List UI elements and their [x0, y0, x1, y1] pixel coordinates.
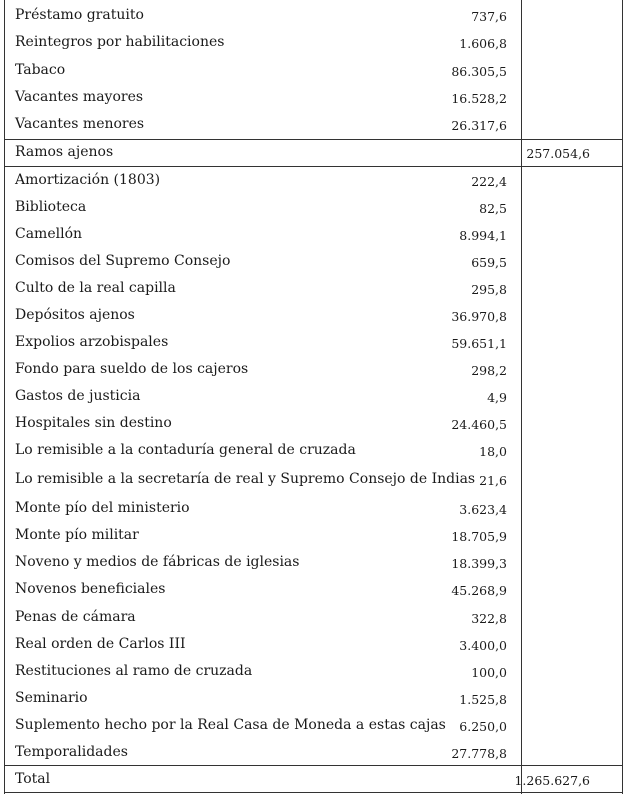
row-label: Vacantes menores — [15, 116, 145, 132]
row-value: 24.460,5 — [451, 417, 507, 432]
row-label: Monte pío del ministerio — [15, 500, 190, 516]
row-label: Tabaco — [15, 62, 66, 78]
row-value: 45.268,9 — [451, 583, 507, 598]
row-value: 59.651,1 — [451, 336, 507, 351]
row-label: Noveno y medios de fábricas de iglesias — [15, 554, 300, 570]
table-row — [5, 167, 622, 194]
table-row — [5, 194, 622, 221]
row-label: Lo remisible a la contaduría general de cruzada — [15, 442, 356, 458]
table-row — [5, 29, 622, 56]
table-row — [5, 84, 622, 111]
row-label: Real orden de Carlos III — [15, 636, 186, 652]
table-row — [5, 576, 622, 603]
row-label: Hospitales sin destino — [15, 415, 172, 431]
row-value: 3.623,4 — [459, 502, 507, 517]
table-row — [5, 712, 622, 739]
row-label: Fondo para sueldo de los cajeros — [15, 361, 249, 377]
row-label: Camellón — [15, 226, 83, 242]
table-row — [5, 302, 622, 329]
revenue-table — [4, 0, 623, 794]
row-value: 18.705,9 — [451, 529, 507, 544]
row-value: 100,0 — [471, 665, 507, 680]
row-label: Seminario — [15, 690, 88, 706]
table-row — [5, 2, 622, 29]
table-bottom-rule — [5, 792, 622, 793]
row-value: 3.400,0 — [459, 638, 507, 653]
row-label: Depósitos ajenos — [15, 307, 135, 323]
row-value: 6.250,0 — [459, 719, 507, 734]
row-label: Monte pío militar — [15, 527, 139, 543]
row-value: 322,8 — [471, 611, 507, 626]
total-label: Total — [15, 771, 51, 787]
row-label: Reintegros por habilitaciones — [15, 34, 225, 50]
table-row — [5, 604, 622, 631]
row-label: Culto de la real capilla — [15, 280, 176, 296]
row-value: 21,6 — [479, 473, 507, 488]
row-value: 16.528,2 — [451, 91, 507, 106]
table-row — [5, 329, 622, 356]
row-label: Novenos beneficiales — [15, 581, 166, 597]
row-value: 737,6 — [471, 9, 507, 24]
row-value: 1.525,8 — [459, 692, 507, 707]
row-label: Biblioteca — [15, 199, 87, 215]
table-row — [5, 437, 622, 464]
table-row — [5, 549, 622, 576]
row-value: 295,8 — [471, 282, 507, 297]
table-row — [5, 631, 622, 658]
row-value: 659,5 — [471, 255, 507, 270]
row-value: 86.305,5 — [451, 64, 507, 79]
table-row — [5, 221, 622, 248]
total-value: 1.265.627,6 — [514, 773, 590, 788]
row-label: Comisos del Supremo Consejo — [15, 253, 231, 269]
row-value: 82,5 — [479, 201, 507, 216]
table-row — [5, 356, 622, 383]
section-total: 257.054,6 — [526, 146, 590, 161]
total-row — [5, 766, 622, 793]
table-row — [5, 248, 622, 275]
row-value: 8.994,1 — [459, 228, 507, 243]
row-label: Temporalidades — [15, 744, 128, 760]
table-row — [5, 739, 622, 766]
row-value: 36.970,8 — [451, 309, 507, 324]
table-row — [5, 111, 622, 138]
table-row — [5, 410, 622, 437]
row-value: 222,4 — [471, 174, 507, 189]
table-row — [5, 57, 622, 84]
table-row — [5, 658, 622, 685]
row-value: 18,0 — [479, 444, 507, 459]
section-label: Ramos ajenos — [15, 144, 114, 160]
row-label: Préstamo gratuito — [15, 7, 144, 23]
row-value: 298,2 — [471, 363, 507, 378]
row-label: Restituciones al ramo de cruzada — [15, 663, 253, 679]
row-value: 26.317,6 — [451, 118, 507, 133]
row-label: Expolios arzobispales — [15, 334, 169, 350]
table-row — [5, 466, 622, 493]
row-value: 18.399,3 — [451, 556, 507, 571]
table-row — [5, 383, 622, 410]
table-row — [5, 495, 622, 522]
row-value: 27.778,8 — [451, 746, 507, 761]
row-label: Gastos de justicia — [15, 388, 141, 404]
row-label: Vacantes mayores — [15, 89, 144, 105]
row-value: 1.606,8 — [459, 36, 507, 51]
table-row — [5, 275, 622, 302]
table-row — [5, 522, 622, 549]
row-value: 4,9 — [487, 390, 507, 405]
row-label: Penas de cámara — [15, 609, 136, 625]
row-label: Amortización (1803) — [15, 172, 161, 188]
table-row — [5, 685, 622, 712]
row-label: Suplemento hecho por la Real Casa de Moneda a estas cajas — [15, 717, 446, 733]
row-label: Lo remisible a la secretaría de real y Supremo Consejo de Indias — [15, 471, 476, 487]
ramos-ajenos-row — [5, 139, 622, 166]
